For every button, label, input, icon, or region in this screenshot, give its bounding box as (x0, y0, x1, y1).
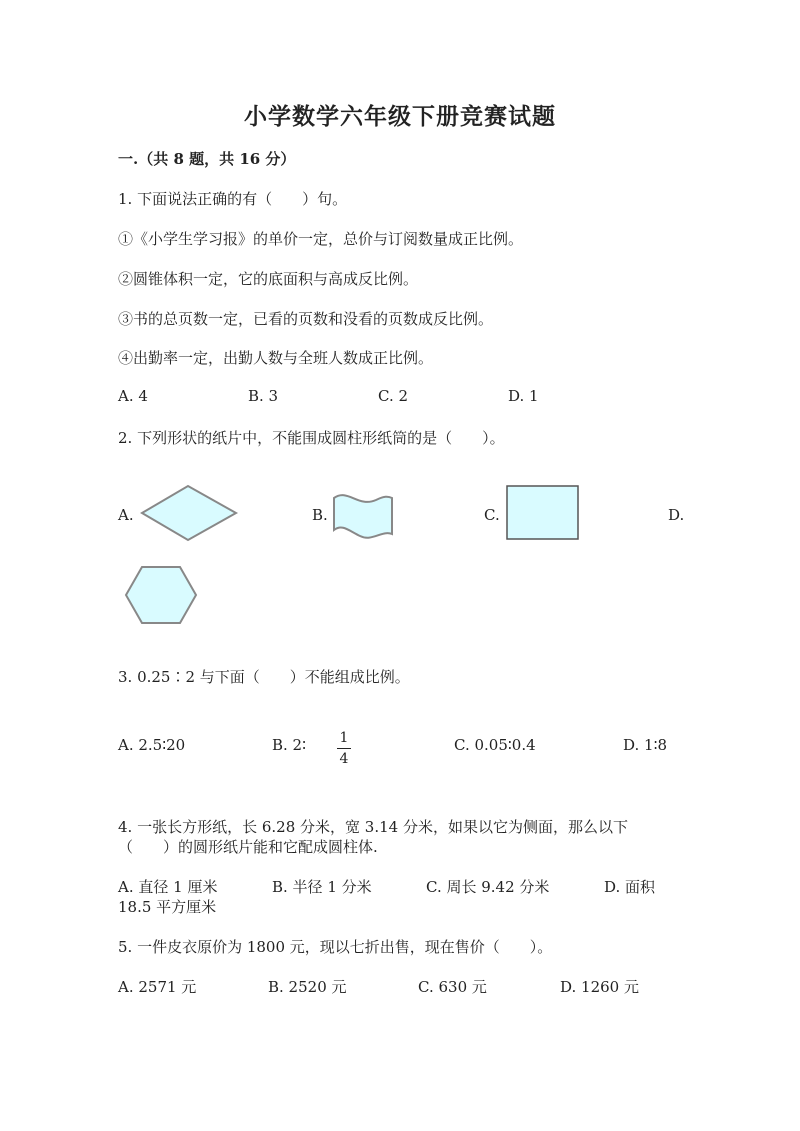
fraction-numerator: 1 (339, 730, 349, 746)
q3-stem: 3. 0.25∶2 与下面（ ）不能组成比例。 (118, 668, 410, 686)
q4-stem-line-1: 4. 一张长方形纸，长 6.28 分米，宽 3.14 分米，如果以它为侧面，那么以下 (118, 818, 628, 836)
q2-option-d[interactable]: D. (668, 506, 685, 524)
q2-stem: 2. 下列形状的纸片中，不能围成圆柱形纸筒的是（ ）。 (118, 429, 505, 447)
q4-option-a[interactable]: A. 直径 1 厘米 (118, 878, 218, 896)
q4-option-b[interactable]: B. 半径 1 分米 (272, 878, 372, 896)
q1-option-c[interactable]: C. 2 (378, 387, 409, 405)
q3-option-d[interactable]: D. 1∶8 (623, 736, 668, 754)
q2-option-b[interactable]: B. (312, 506, 328, 524)
q3-option-b-fraction (337, 730, 351, 767)
q5-stem: 5. 一件皮衣原价为 1800 元，现以七折出售，现在售价（ ）。 (118, 938, 553, 956)
q1-option-b[interactable]: B. 3 (248, 387, 279, 405)
wavy-paper-shape (330, 490, 396, 542)
q4-option-c[interactable]: C. 周长 9.42 分米 (426, 878, 550, 896)
q1-statement-4: ④出勤率一定，出勤人数与全班人数成正比例。 (118, 349, 434, 367)
fraction-denominator: 4 (339, 751, 349, 767)
q1-option-d[interactable]: D. 1 (508, 387, 539, 405)
q5-option-b[interactable]: B. 2520 元 (268, 978, 347, 996)
q1-option-a[interactable]: A. 4 (118, 387, 148, 405)
q4-option-d-continued: 18.5 平方厘米 (118, 898, 217, 916)
q4-option-d[interactable]: D. 面积 (604, 878, 656, 896)
q1-statement-2: ②圆锥体积一定，它的底面积与高成反比例。 (118, 270, 419, 288)
hexagon-shape (123, 565, 199, 625)
q4-stem-line-2: （ ）的圆形纸片能和它配成圆柱体. (118, 838, 378, 856)
q2-option-a[interactable]: A. (118, 506, 134, 524)
q1-stem: 1. 下面说法正确的有（ ）句。 (118, 190, 348, 208)
q3-option-a[interactable]: A. 2.5∶20 (118, 736, 186, 754)
q1-statement-3: ③书的总页数一定，已看的页数和没看的页数成反比例。 (118, 310, 494, 328)
page-title: 小学数学六年级下册竞赛试题 (244, 103, 556, 130)
q5-option-d[interactable]: D. 1260 元 (560, 978, 639, 996)
q3-option-c[interactable]: C. 0.05∶0.4 (454, 736, 536, 754)
rhombus-shape (140, 484, 240, 542)
q5-option-c[interactable]: C. 630 元 (418, 978, 487, 996)
section-heading: 一.（共 8 题，共 16 分） (118, 150, 296, 168)
rectangle-shape (505, 484, 581, 542)
q3-option-b[interactable]: B. 2∶ (272, 736, 307, 754)
q5-option-a[interactable]: A. 2571 元 (118, 978, 197, 996)
fraction-bar (337, 748, 351, 749)
q2-option-c[interactable]: C. (484, 506, 500, 524)
q1-statement-1: ①《小学生学习报》的单价一定，总价与订阅数量成正比例。 (118, 230, 524, 248)
